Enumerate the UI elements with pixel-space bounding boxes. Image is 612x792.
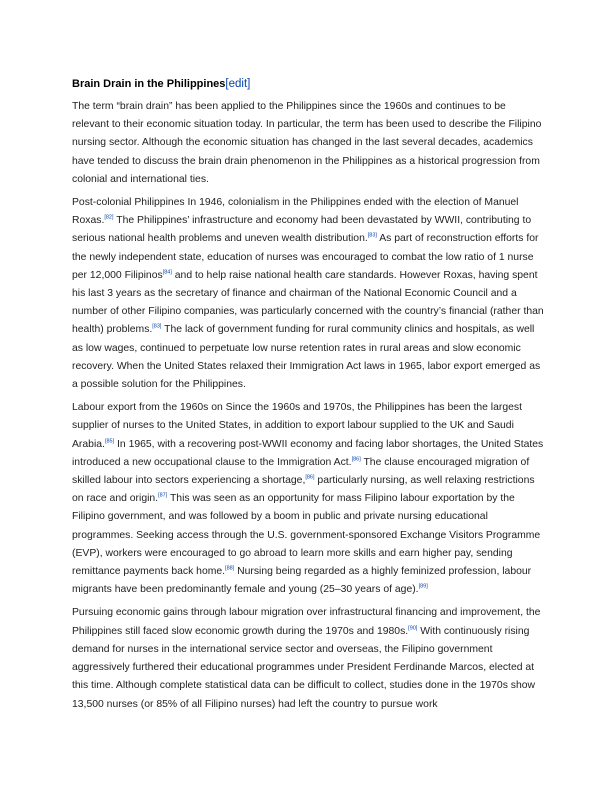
- citation-link[interactable]: [89]: [418, 583, 428, 590]
- paragraph-text: With continuously rising demand for nurses in the international service sector and overseas, the Filipino government aggressively furthered their educational programmes under President Ferdinande Marcos, elected at this time. Although complete statistical data can be difficult to collect, studies done in the 1970s show 13,500 nurses (or 85% of all Filipino nurses) had left the country to pursue work: [72, 625, 536, 710]
- paragraph-text: and to help raise national health care standards. However Roxas, having spent his last 3 years as the secretary of finance and chairman of the National Economic Council and a number of other Filipino companies, was particularly concerned with the country’s financial (rather than health) problems.: [72, 269, 544, 336]
- citation-link[interactable]: [85]: [104, 438, 115, 445]
- article-body: [72, 98, 544, 714]
- citation-link[interactable]: [88]: [225, 565, 235, 572]
- citation-link[interactable]: [83]: [367, 232, 377, 239]
- edit-bracket-open: [: [225, 78, 229, 90]
- paragraph-text: particularly nursing, as well relaxing restrictions on race and origin.: [72, 475, 535, 505]
- paragraph: [72, 604, 544, 713]
- paragraph-text: This was seen as an opportunity for mass Filipino labour exportation by the Filipino government, and was followed by a boom in public and private nursing educational programmes. Seeking access through the U.S. government-sponsored Exchange Visitors Programme (EVP), workers were encouraged to go abroad to learn more skills and earn higher pay, sending remittance payments back home.: [72, 493, 541, 578]
- document-page: [72, 76, 544, 719]
- paragraph-text: The term “brain drain” has been applied to the Philippines since the 1960s and continues to be relevant to their economic situation today. In particular, the term has been used to describe the Filipino nursing sector. Although the economic situation has changed in the last several decades, academics have tended to discuss the brain drain phenomenon in the Philippines as a historical progression from colonial and international ties.: [72, 101, 542, 185]
- paragraph-text: The clause encouraged migration of skilled labour into sectors experiencing a shortage,: [72, 456, 530, 487]
- citation-link[interactable]: [90]: [408, 625, 418, 632]
- section-heading: [72, 76, 544, 92]
- paragraph-text: Post-colonial Philippines In 1946, colonialism in the Philippines ended with the election of Manuel Roxas.: [72, 197, 519, 227]
- citation-link[interactable]: [86]: [305, 474, 315, 481]
- section-heading-text: Brain Drain in the Philippines: [72, 78, 226, 90]
- paragraph-text: Pursuing economic gains through labour migration over infrastructural financing and improvement, the Philippines still faced slow economic growth during the 1970s and 1980s.: [72, 607, 541, 637]
- paragraph-text: Labour export from the 1960s on Since the 1960s and 1970s, the Philippines has been the largest supplier of nurses to the United States, in addition to export labour supplied to the UK and Saudi Arabia.: [72, 402, 522, 450]
- paragraph-text: As part of reconstruction efforts for the newly independent state, education of nurses was encouraged to combat the low ratio of 1 nurse per 12,000 Filipinos: [72, 233, 539, 281]
- citation-link[interactable]: [87]: [158, 492, 168, 499]
- edit-bracket-close: ]: [247, 78, 251, 90]
- citation-link[interactable]: [83]: [152, 323, 162, 330]
- paragraph-text: Nursing being regarded as a highly feminized profession, labour migrants have been predominantly female and young (25–30 years of age).: [72, 566, 532, 596]
- paragraph-text: In 1965, with a recovering post-WWII economy and facing labor shortages, the United States introduced a new occupational clause to the Immigration Act.: [72, 438, 544, 468]
- paragraph: [72, 194, 544, 394]
- citation-link[interactable]: [82]: [104, 214, 114, 221]
- edit-link-label[interactable]: edit: [228, 78, 248, 90]
- paragraph: [72, 98, 544, 189]
- paragraph: [72, 399, 544, 599]
- paragraph-text: The Philippines’ infrastructure and economy had been devastated by WWII, contributing to serious national health problems and uneven wealth distribution.: [72, 215, 532, 245]
- paragraph-text: The lack of government funding for rural community clinics and hospitals, as well as low wages, continued to perpetuate low nurse retention rates in rural areas and slow economic recovery. When the United States relaxed their Immigration Act laws in 1965, labor export emerged as a possible solution for the Philippines.: [72, 324, 541, 391]
- citation-link[interactable]: [84]: [162, 269, 172, 276]
- edit-section-link[interactable]: [225, 78, 250, 90]
- citation-link[interactable]: [86]: [351, 456, 361, 463]
